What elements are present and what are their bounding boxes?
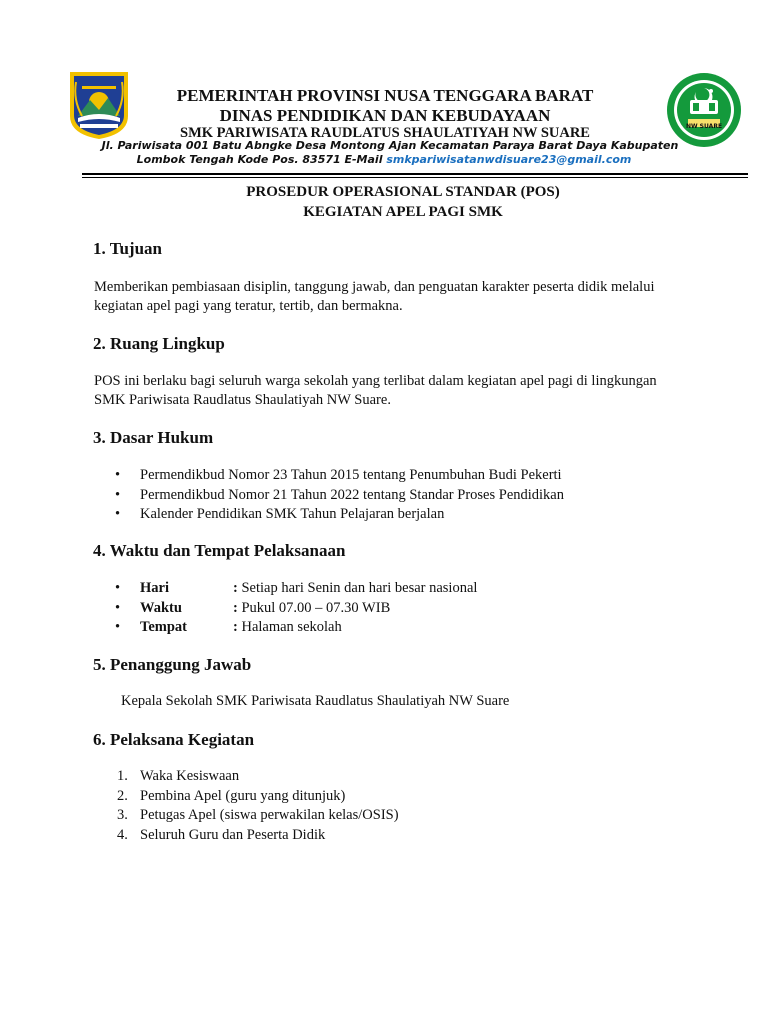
list-item xyxy=(95,806,399,826)
heading-pelaksana-kegiatan: 6. Pelaksana Kegiatan xyxy=(93,730,255,749)
tujuan-line2: kegiatan apel pagi yang teratur, tertib, dan bermakna. xyxy=(94,298,403,314)
list-item-text: Waka Kesiswaan xyxy=(140,768,240,784)
list-item-text: Permendikbud Nomor 23 Tahun 2015 tentang Penumbuhan Budi Pekerti xyxy=(140,467,562,483)
list-item xyxy=(95,599,477,619)
kop-address-prefix: Lombok Tengah Kode Pos. 83571 E-Mail xyxy=(136,153,387,166)
bullet-icon: • xyxy=(115,619,121,635)
heading-penanggung-jawab: 5. Penanggung Jawab xyxy=(93,655,252,674)
doc-title-line2: KEGIATAN APEL PAGI SMK xyxy=(303,204,503,220)
bullet-icon: • xyxy=(115,580,121,596)
list-item xyxy=(95,466,564,486)
dasar-hukum-list xyxy=(95,466,564,525)
doc-title-line1: PROSEDUR OPERASIONAL STANDAR (POS) xyxy=(246,184,560,200)
list-item xyxy=(95,486,564,506)
bullet-icon: • xyxy=(115,506,121,522)
list-number: 2. xyxy=(117,787,128,804)
heading-ruang-lingkup: 2. Ruang Lingkup xyxy=(93,334,225,353)
list-item xyxy=(95,767,399,787)
ruang-line1: POS ini berlaku bagi seluruh warga sekolah yang terlibat dalam kegiatan apel pagi di lingkungan xyxy=(94,373,657,389)
list-item-text: Seluruh Guru dan Peserta Didik xyxy=(140,826,326,843)
school-logo xyxy=(666,72,742,148)
kop-province: PEMERINTAH PROVINSI NUSA TENGGARA BARAT xyxy=(176,86,594,105)
kv-separator: : xyxy=(233,599,238,616)
bullet-icon: • xyxy=(115,599,121,616)
kop-divider-thick xyxy=(82,173,748,175)
kv-separator: : xyxy=(233,580,238,596)
penanggung-jawab-text: Kepala Sekolah SMK Pariwisata Raudlatus Shaulatiyah NW Suare xyxy=(121,693,510,709)
waktu-tempat-list xyxy=(95,579,477,638)
kv-key-tempat: Tempat xyxy=(140,619,187,635)
list-item-text: Pembina Apel (guru yang ditunjuk) xyxy=(140,787,346,804)
kv-key-waktu: Waktu xyxy=(140,599,182,616)
list-item xyxy=(95,618,477,638)
bullet-icon: • xyxy=(115,467,121,483)
list-item xyxy=(95,579,477,599)
tujuan-line1: Memberikan pembiasaan disiplin, tanggung jawab, dan penguatan karakter peserta didik melalui xyxy=(94,279,655,295)
list-number: 1. xyxy=(117,768,128,784)
pelaksana-list xyxy=(95,767,399,845)
list-item xyxy=(95,787,399,807)
kop-email-link[interactable]: smkpariwisatanwdisuare23@gmail.com xyxy=(386,153,632,166)
heading-dasar-hukum: 3. Dasar Hukum xyxy=(93,428,214,447)
kop-dinas: DINAS PENDIDIKAN DAN KEBUDAYAAN xyxy=(219,106,551,125)
kv-key-hari: Hari xyxy=(140,580,169,596)
kv-value-hari: Setiap hari Senin dan hari besar nasional xyxy=(241,580,478,596)
list-number: 4. xyxy=(117,826,128,843)
bullet-icon: • xyxy=(115,486,121,503)
ruang-line2: SMK Pariwisata Raudlatus Shaulatiyah NW Suare. xyxy=(94,392,391,408)
list-item xyxy=(95,826,399,846)
list-item-text: Kalender Pendidikan SMK Tahun Pelajaran berjalan xyxy=(140,506,445,522)
school-logo-text: NW SUARE xyxy=(685,123,723,130)
heading-waktu-tempat: 4. Waktu dan Tempat Pelaksanaan xyxy=(93,541,346,560)
list-item xyxy=(95,505,564,525)
kop-address-line2 xyxy=(0,153,768,166)
list-number: 3. xyxy=(117,807,128,823)
list-item-text: Petugas Apel (siswa perwakilan kelas/OSIS) xyxy=(140,807,399,823)
kv-value-tempat: Halaman sekolah xyxy=(241,619,342,635)
list-item-text: Permendikbud Nomor 21 Tahun 2022 tentang Standar Proses Pendidikan xyxy=(140,486,564,503)
kv-separator: : xyxy=(233,619,238,635)
kop-address-line1: Jl. Pariwisata 001 Batu Abngke Desa Montong Ajan Kecamatan Paraya Barat Daya Kabupaten xyxy=(101,139,679,152)
heading-tujuan: 1. Tujuan xyxy=(93,239,162,258)
kop-divider-thin xyxy=(82,177,748,178)
kv-value-waktu: Pukul 07.00 – 07.30 WIB xyxy=(241,599,391,616)
kop-school-name: SMK PARIWISATA RAUDLATUS SHAULATIYAH NW SUARE xyxy=(180,125,590,141)
